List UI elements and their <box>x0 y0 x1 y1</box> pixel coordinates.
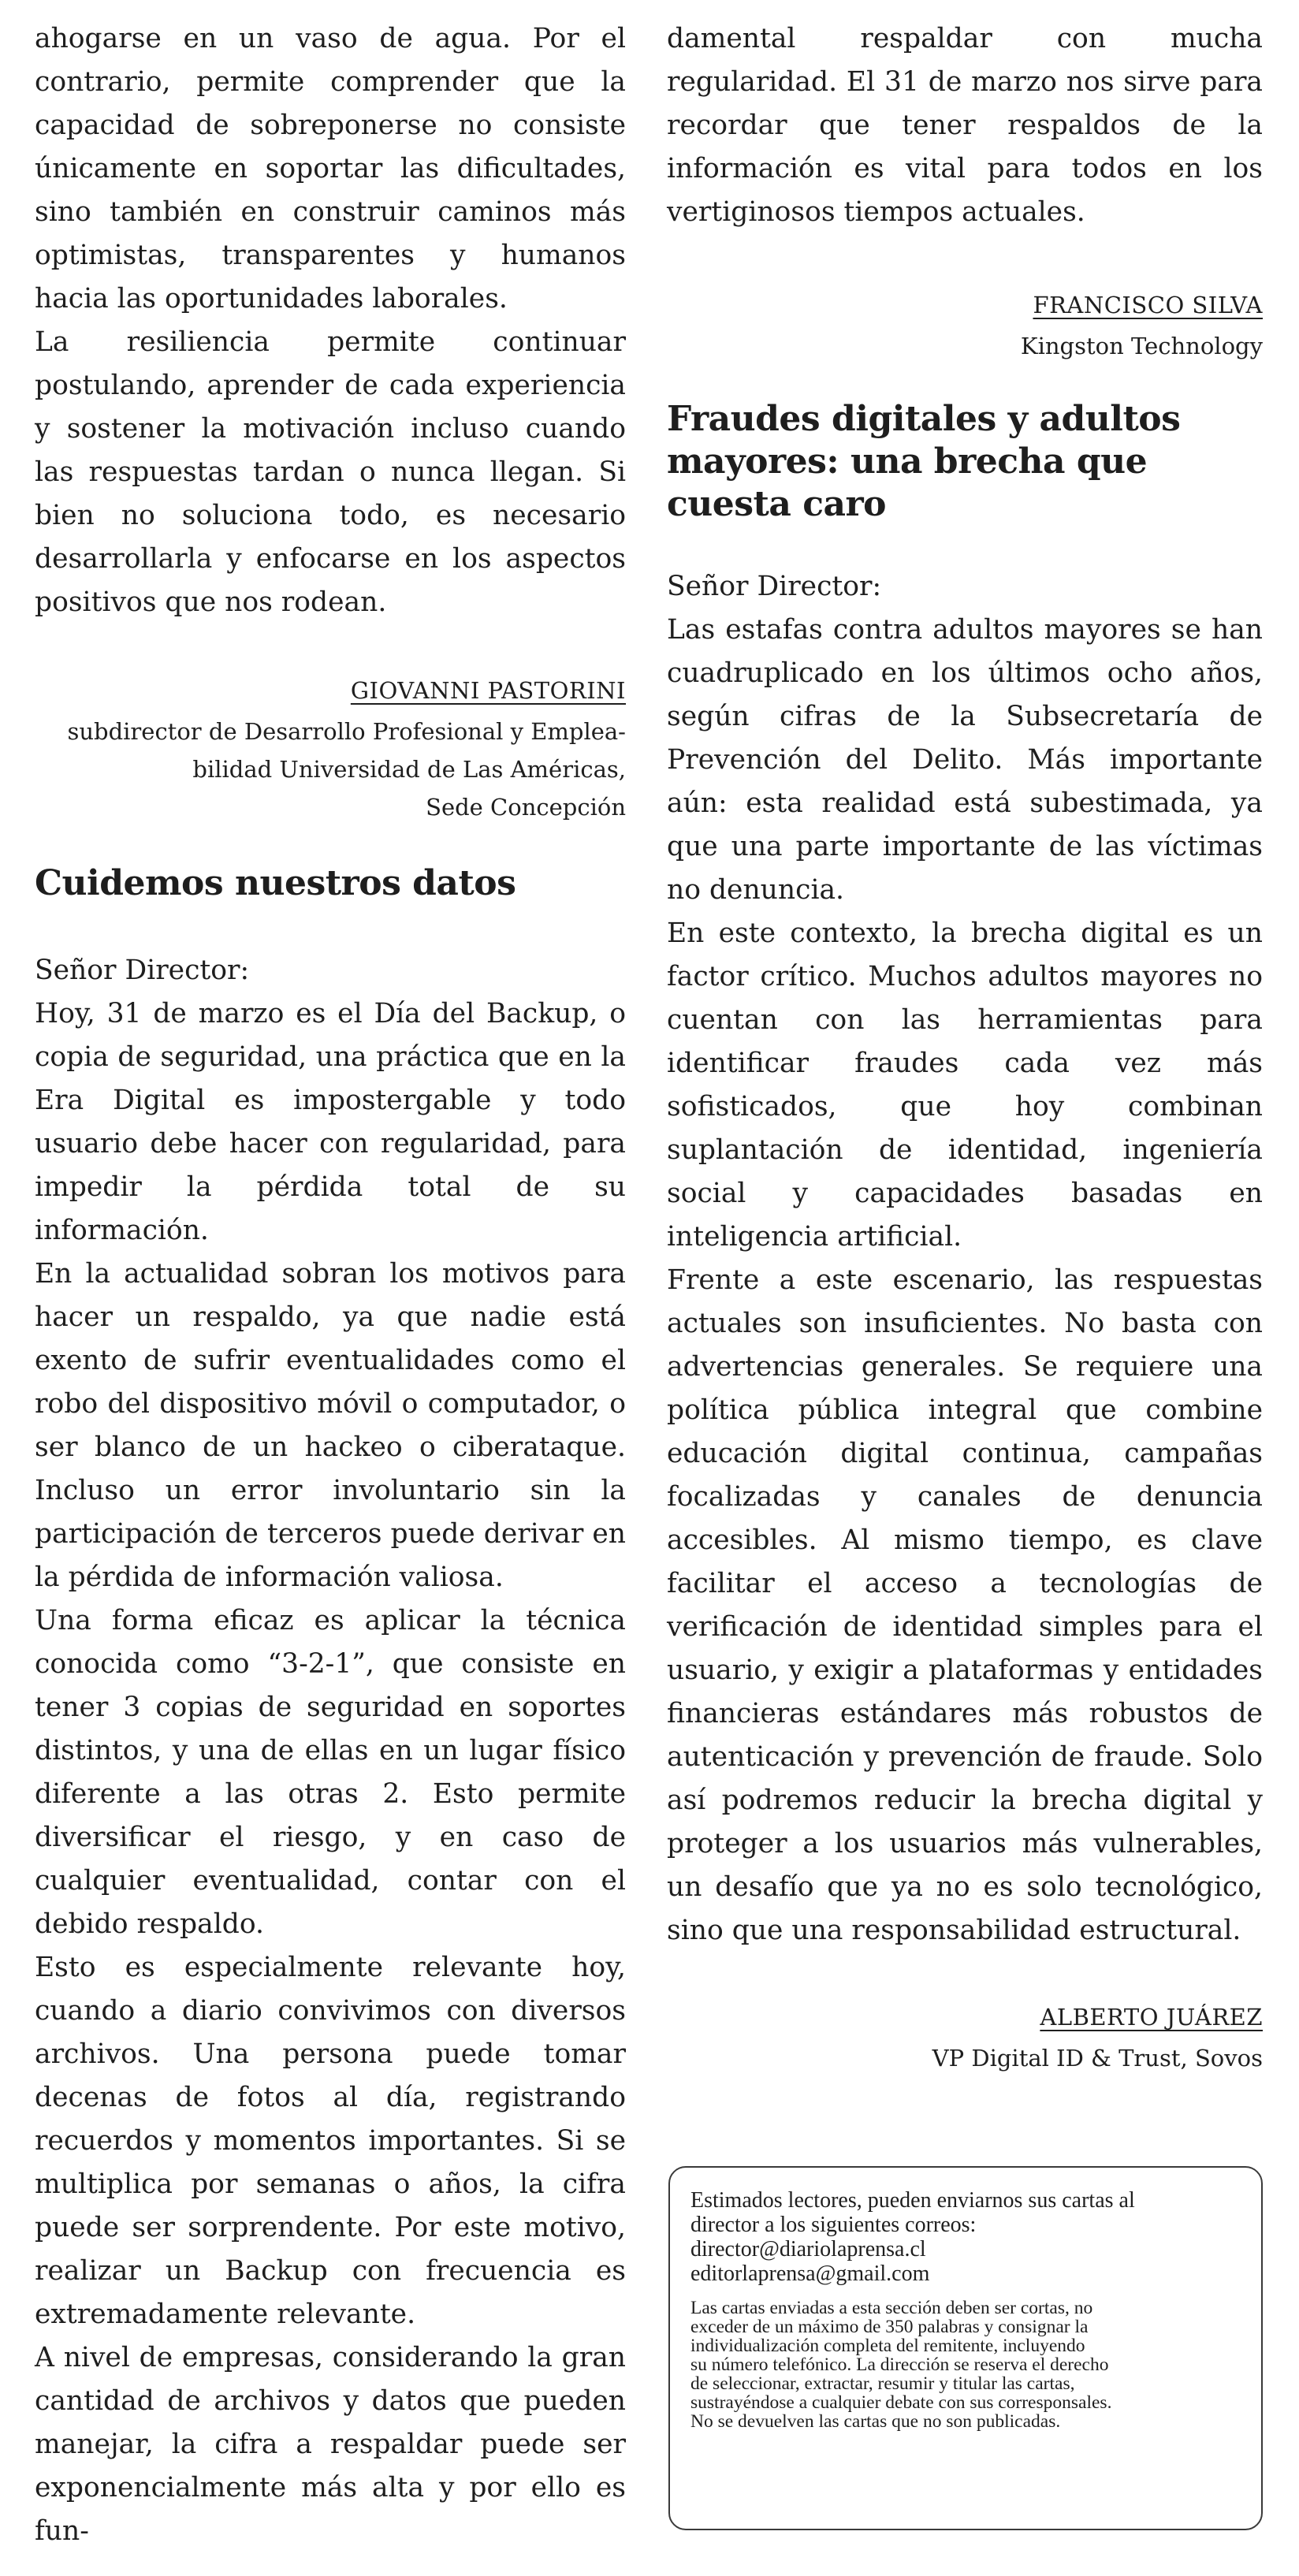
fine-print-line: de seleccionar, extractar, resumir y titular las cartas, <box>690 2373 1075 2394</box>
signature-block <box>667 289 1263 363</box>
signature-block <box>667 2001 1263 2075</box>
letter-paragraph: damental respaldar con mucha regularidad. El 31 de marzo nos sirve para recordar que tener respaldos de la información es vital para todos en los vertiginosos tiempos actuales. <box>667 23 1263 228</box>
letter-paragraph: En este contexto, la brecha digital es un factor crítico. Muchos adultos mayores no cuentan con las herramientas para identificar fraudes cada vez más sofisticados, que hoy combinan suplantación de identidad, ingeniería social y capacidades basadas en inteligencia artificial. <box>667 918 1263 1253</box>
fine-print-line: No se devuelven las cartas que no son publicadas. <box>690 2411 1061 2432</box>
letter-paragraph: A nivel de empresas, considerando la gran cantidad de archivos y datos que pueden manejar, la cifra a respaldar puede ser exponencialmente más alta y por ello es fun- <box>35 2342 626 2547</box>
letter-paragraph: Esto es especialmente relevante hoy, cuando a diario convivimos con diversos archivos. Una persona puede tomar decenas de fotos al día, registrando recuerdos y momentos importantes. Si se multiplica por semanas o años, la cifra puede ser sorprendente. Por este motivo, realizar un Backup con frecuencia es extremadamente relevante. <box>35 1952 626 2330</box>
signature-name: ALBERTO JUÁREZ <box>1040 2004 1263 2031</box>
letters-notice-box <box>668 2166 1263 2530</box>
fine-print-line: Las cartas enviadas a esta sección deben ser cortas, no <box>690 2298 1093 2318</box>
fine-print-line: individualización completa del remitente, incluyendo <box>690 2336 1085 2356</box>
letter-paragraph: En la actualidad sobran los motivos para hacer un respaldo, ya que nadie está exento de sufrir eventualidades como el robo del dispositivo móvil o computador, o ser blanco de un hackeo o ciberataque. Incluso un error involuntario sin la participación de terceros puede derivar en la pérdida de información valiosa. <box>35 1258 626 1593</box>
fine-print-line: exceder de un máximo de 350 palabras y consignar la <box>690 2317 1089 2337</box>
letter-paragraph: Frente a este escenario, las respuestas actuales son insuficientes. No basta con advertencias generales. Se requiere una política pública integral que combine educación digital continua, campañas focalizadas y canales de denuncia accesibles. Al mismo tiempo, es clave facilitar el acceso a tecnologías de verificación de identidad simples para el usuario, y exigir a plataformas y entidades financieras estándares más robustos de autenticación y prevención de fraude. Solo así podremos reducir la brecha digital y proteger a los usuarios más vulnerables, un desafío que ya no es solo tecnológico, sino que una responsabilidad estructural. <box>667 1264 1263 1946</box>
notice-fine-print <box>690 2299 1241 2431</box>
letter-resiliencia-continuation <box>35 17 626 825</box>
letter-paragraph: Una forma eficaz es aplicar la técnica conocida como “3-2-1”, que consiste en tener 3 copias de seguridad en soportes distintos, y una de ellas en un lugar físico diferente a las otras 2. Esto permite diversificar el riesgo, y en caso de cualquier eventualidad, contar con el debido respaldo. <box>35 1605 626 1940</box>
left-column <box>35 17 626 2553</box>
letter-headline: Fraudes digitales y adultos mayores: una brecha que cuesta caro <box>667 399 1181 524</box>
letter-cuidemos-datos <box>35 862 626 2553</box>
letter-salutation: Señor Director: <box>667 571 882 602</box>
signature-role-line: Kingston Technology <box>1020 333 1263 359</box>
notice-line: Estimados lectores, pueden enviarnos sus cartas al <box>690 2188 1135 2213</box>
letter-salutation: Señor Director: <box>35 955 250 986</box>
letter-paragraph: Hoy, 31 de marzo es el Día del Backup, o copia de seguridad, una práctica que en la Era Digital es impostergable y todo usuario debe hacer con regularidad, para impedir la pérdida total de su información. <box>35 998 626 1246</box>
fine-print-line: su número telefónico. La dirección se reserva el derecho <box>690 2355 1109 2375</box>
right-column <box>667 17 1263 2075</box>
letter-cuidemos-datos-continuation <box>667 17 1263 363</box>
notice-main-text <box>690 2188 1241 2286</box>
letter-fraudes-digitales <box>667 398 1263 2075</box>
letter-paragraph: ahogarse en un vaso de agua. Por el contrario, permite comprender que la capacidad de sobreponerse no consiste únicamente en soportar las dificultades, sino también en construir caminos más optimistas, transparentes y humanos hacia las oportunidades laborales. <box>35 23 626 315</box>
signature-role-line: bilidad Universidad de Las Américas, <box>192 756 626 783</box>
fine-print-line: sustrayéndose a cualquier debate con sus corresponsales. <box>690 2392 1112 2413</box>
email-editor[interactable]: editorlaprensa@gmail.com <box>690 2261 930 2286</box>
signature-name: GIOVANNI PASTORINI <box>350 677 626 704</box>
letter-paragraph: La resiliencia permite continuar postulando, aprender de cada experiencia y sostener la motivación incluso cuando las respuestas tardan o nunca llegan. Si bien no soluciona todo, es necesario desarrollarla y enfocarse en los aspectos positivos que nos rodean. <box>35 326 626 618</box>
signature-block <box>35 675 626 825</box>
letter-paragraph: Las estafas contra adultos mayores se han cuadruplicado en los últimos ocho años, según cifras de la Subsecretaría de Prevención del Delito. Más importante aún: esta realidad está subestimada, ya que una parte importante de las víctimas no denuncia. <box>667 614 1263 906</box>
signature-name: FRANCISCO SILVA <box>1033 292 1263 318</box>
email-director[interactable]: director@diariolaprensa.cl <box>690 2237 926 2261</box>
signature-role-line: subdirector de Desarrollo Profesional y Emplea- <box>67 718 626 745</box>
letter-headline: Cuidemos nuestros datos <box>35 863 516 903</box>
signature-role-line: Sede Concepción <box>426 794 626 821</box>
signature-role-line: VP Digital ID & Trust, Sovos <box>932 2045 1263 2072</box>
notice-line: director a los siguientes correos: <box>690 2213 977 2237</box>
